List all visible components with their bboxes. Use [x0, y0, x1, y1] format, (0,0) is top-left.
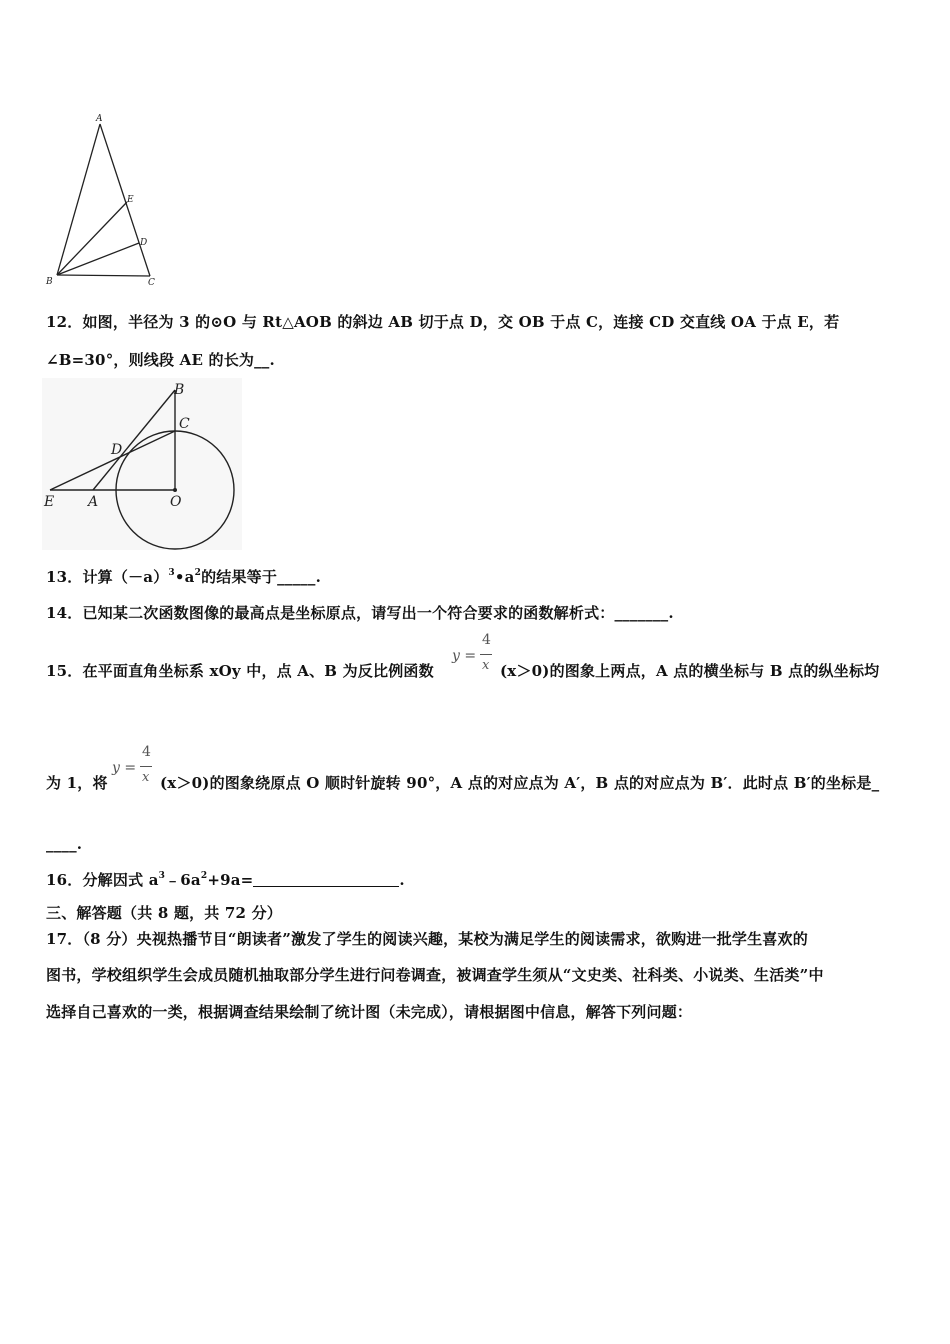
q16-end: . — [399, 871, 405, 889]
fraction-denominator: x — [482, 658, 490, 673]
q16-mid: ﹣6a — [165, 871, 201, 889]
fraction-denominator: x — [142, 770, 150, 785]
q13-prefix: 13．计算（－a） — [46, 568, 169, 586]
q15-fraction-1 — [452, 632, 498, 680]
q17-line1: 17．（8 分）央视热播节目“朗读者”激发了学生的阅读兴趣，某校为满足学生的阅读需求，欲购进一批学生喜欢的 — [46, 930, 808, 948]
q12-line1: 12．如图，半径为 3 的⊙O 与 Rt△AOB 的斜边 AB 切于点 D，交 OB 于点 C，连接 CD 交直线 OA 于点 E，若 — [46, 313, 840, 331]
label-e: E — [44, 494, 55, 510]
fraction-numerator: 4 — [142, 744, 151, 760]
q15-line2-prefix: 为 1，将 — [46, 774, 108, 792]
q16-line — [46, 869, 405, 890]
q15-suffix: (x＞0)的图象上两点，A 点的横坐标与 B 点的纵坐标均 — [500, 662, 880, 680]
q17-line3: 选择自己喜欢的一类，根据调查结果绘制了统计图（未完成），请根据图中信息，解答下列问题： — [46, 1003, 693, 1021]
label-d: D — [140, 238, 148, 248]
fraction-numerator: 4 — [482, 632, 491, 648]
label-e: E — [127, 195, 134, 205]
label-b: B — [46, 277, 53, 287]
q15-prefix: 15．在平面直角坐标系 xOy 中，点 A、B 为反比例函数 — [46, 662, 434, 680]
fraction-bar — [140, 766, 152, 767]
q13-exp2: 2 — [194, 568, 202, 578]
triangle-figure — [40, 110, 170, 290]
section-title: 三、解答题（共 8 题，共 72 分） — [46, 904, 283, 922]
answer-blank — [253, 873, 399, 887]
label-a: A — [88, 494, 99, 510]
q16-exp1: 3 — [158, 871, 166, 881]
q16-suffix: +9a= — [207, 871, 254, 889]
fraction-bar — [480, 654, 492, 655]
q12-line2: ∠B=30°，则线段 AE 的长为__. — [46, 351, 275, 369]
fraction-lhs: y = — [452, 648, 477, 664]
label-c: C — [148, 278, 155, 288]
label-c: C — [179, 416, 190, 432]
q16-prefix: 16．分解因式 a — [46, 871, 159, 889]
q13-suffix: 的结果等于_____. — [201, 568, 321, 586]
label-b: B — [174, 382, 185, 398]
q16-exp2: 2 — [200, 871, 208, 881]
q13-exp1: 3 — [168, 568, 175, 578]
label-o: O — [170, 494, 182, 510]
fraction-lhs: y = — [112, 760, 137, 776]
label-a: A — [96, 114, 103, 124]
q13-line — [46, 566, 321, 587]
q13-mid: •a — [174, 568, 195, 586]
circle-tangent-figure — [42, 378, 242, 550]
q15-line2-suffix: (x＞0)的图象绕原点 O 顺时针旋转 90°，A 点的对应点为 A′，B 点的对应点为 B′．此时点 B′的坐标是_ — [160, 774, 880, 792]
q15-line3: ____. — [46, 835, 83, 853]
q17-line2: 图书，学校组织学生会成员随机抽取部分学生进行问卷调查，被调查学生须从“文史类、社科类、小说类、生活类”中 — [46, 966, 824, 984]
label-d: D — [111, 442, 123, 458]
q14-line: 14．已知某二次函数图像的最高点是坐标原点，请写出一个符合要求的函数解析式：_______. — [46, 604, 674, 622]
q15-fraction-2 — [112, 744, 158, 792]
